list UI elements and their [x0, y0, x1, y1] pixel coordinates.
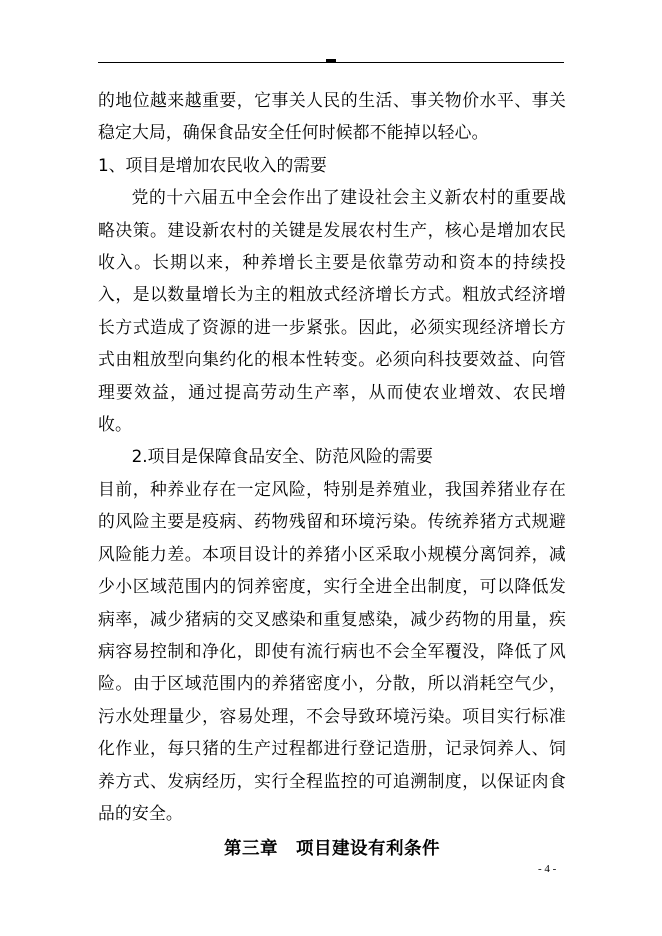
section-2-body: 目前，种养业存在一定风险，特别是养殖业，我国养猪业存在的风险主要是疫病、药物残留和环境污染。传统养猪方式规避风险能力差。本项目设计的养猪小区采取小规模分离饲养，减少小区域范围内的饲养密度，实行全进全出制度，可以降低发病率，减少猪病的交叉感染和重复感染，减少药物的用量，疾病容易控制和净化，即使有流行病也不会全军覆没，降低了风险。由于区域范围内的养猪密度小，分散，所以消耗空气少，污水处理量少，容易处理，不会导致环境污染。项目实行标准化作业，每只猪的生产过程都进行登记造册，记录饲养人、饲养方式、发病经历，实行全程监控的可追溯制度，以保证肉食品的安全。 — [98, 478, 566, 823]
paragraph-intro: 的地位越来越重要，它事关人民的生活、事关物价水平、事关稳定大局，确保食品安全任何时候都不能掉以轻心。 — [98, 90, 566, 143]
section-1-heading: 1、项目是增加农民收入的需要 — [98, 154, 327, 175]
document-body — [98, 84, 566, 866]
page-number: - 4 - — [538, 863, 557, 875]
chapter-title: 第三章 项目建设有利条件 — [224, 839, 440, 860]
header-mark — [326, 59, 336, 63]
section-1-body: 党的十六届五中全会作出了建设社会主义新农村的重要战略决策。建设新农村的关键是发展农村生产，核心是增加农民收入。长期以来，种养增长主要是依靠劳动和资本的持续投入，是以数量增长为主的粗放式经济增长方式。粗放式经济增长方式造成了资源的进一步紧张。因此，必须实现经济增长方式由粗放型向集约化的根本性转变。必须向科技要效益、向管理要效益，通过提高劳动生产率，从而使农业增效、农民增收。 — [98, 187, 566, 435]
section-2-heading: 2.项目是保障食品安全、防范风险的需要 — [131, 446, 433, 467]
